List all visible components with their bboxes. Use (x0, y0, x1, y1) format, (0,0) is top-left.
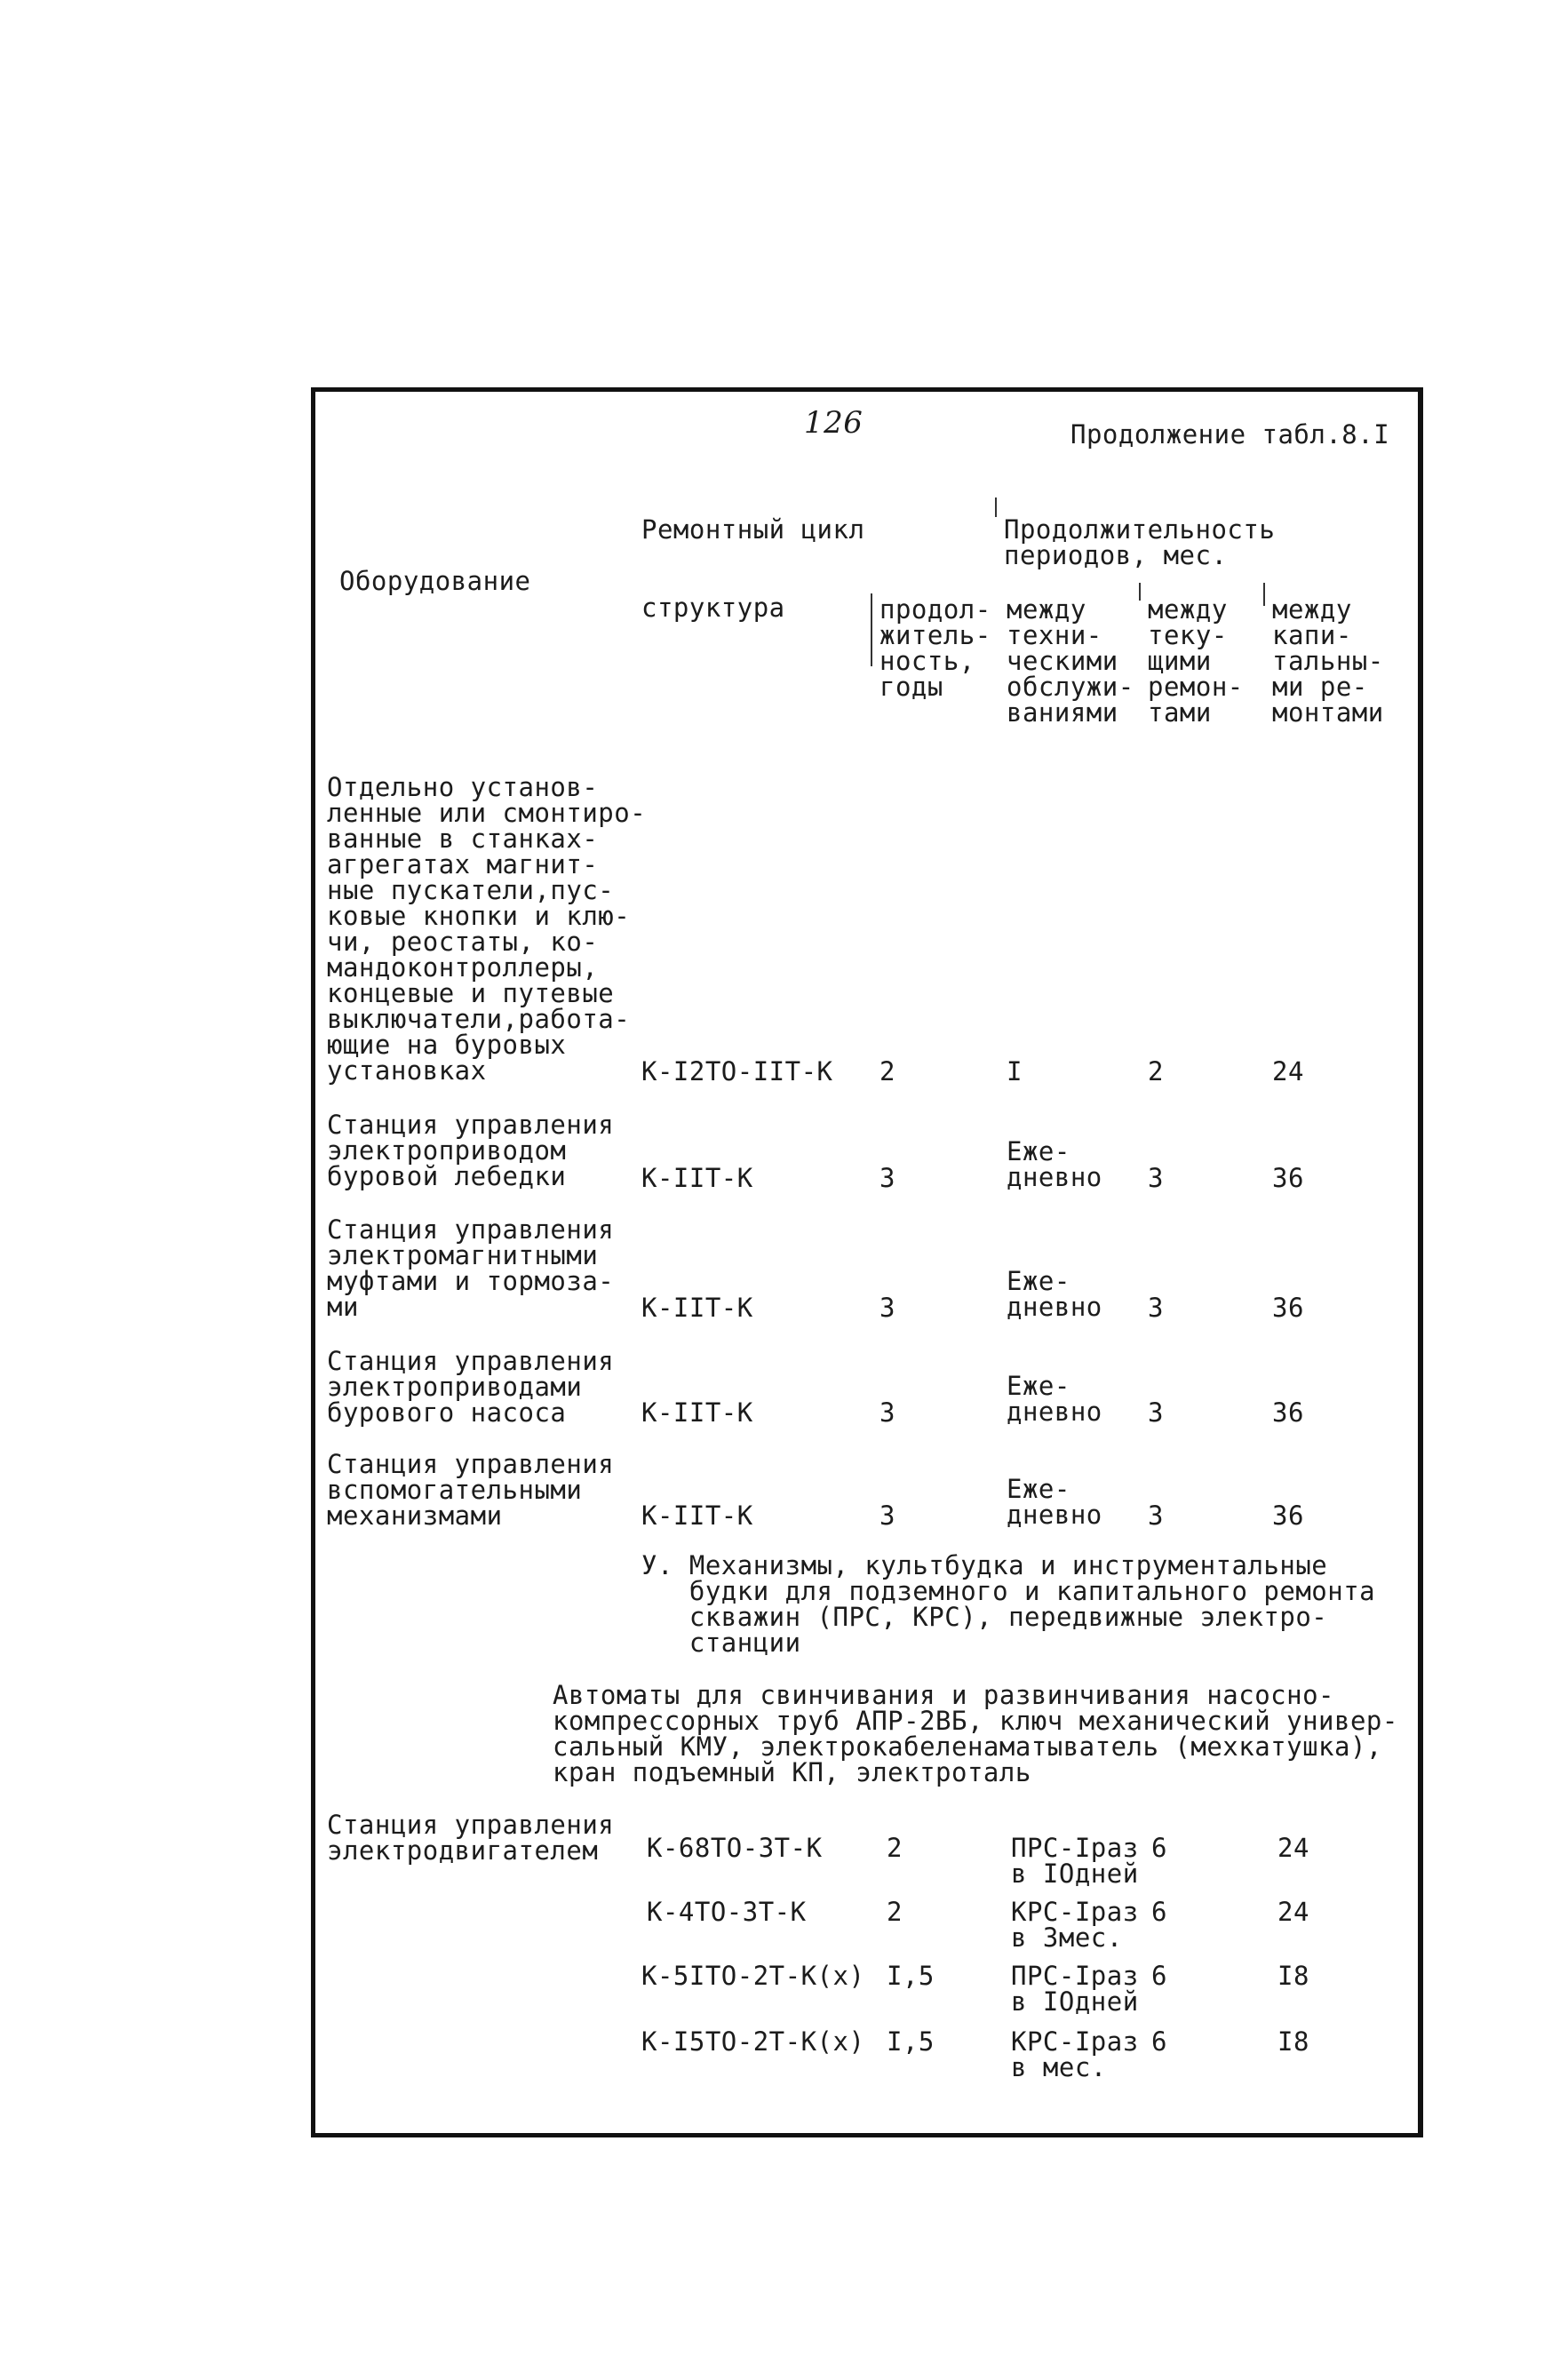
row-capital: I8 (1277, 1961, 1309, 1991)
header-divider (871, 593, 872, 666)
row-structure: К-I2ТО-IIТ-К (641, 1056, 833, 1087)
row-structure: К-IIТ-К (641, 1500, 753, 1531)
row-years: I,5 (887, 2026, 935, 2057)
row-structure: К-IIТ-К (641, 1163, 753, 1193)
header-between-capital: между капи- тальны- ми ре- монтами (1272, 594, 1384, 728)
row-maintenance: Еже- дневно (1007, 1474, 1102, 1530)
row-current: 6 (1151, 2026, 1167, 2057)
row-capital: I8 (1277, 2026, 1309, 2057)
row-years: 3 (879, 1163, 895, 1193)
row-years: I,5 (887, 1961, 935, 1991)
row-current: 6 (1151, 1961, 1167, 1991)
section-title: У. Механизмы, культбудка и инструментальные будки для подземного и капитального ремонта скважин (ПРС, КРС), передвижные электро- станции (641, 1550, 1376, 1658)
page-number: 126 (804, 405, 864, 441)
header-duration: продол- житель- ность, годы (879, 594, 991, 702)
row-structure: К-4ТО-3Т-К (647, 1897, 807, 1927)
row-maintenance: ПРС-Iраз в IОдней (1011, 1961, 1139, 2017)
row-years: 2 (879, 1056, 895, 1087)
row-current: 6 (1151, 1897, 1167, 1927)
row-current: 3 (1148, 1397, 1164, 1428)
row-equipment: Станция управления вспомогательными механизмами (327, 1449, 615, 1531)
row-current: 3 (1148, 1163, 1164, 1193)
continuation-label: Продолжение табл.8.I (1070, 419, 1390, 450)
header-between-maintenance: между техни- ческими обслужи- ваниями (1007, 594, 1134, 728)
row-maintenance: Еже- дневно (1007, 1266, 1102, 1322)
row-years: 2 (887, 1833, 903, 1863)
row-structure: К-IIТ-К (641, 1293, 753, 1323)
section-subtitle: Автоматы для свинчивания и развинчивания насосно- компрессорных труб АПР-2ВБ, ключ механический универ- сальный КМУ, электрокабеленаматыватель (мехкатушка), кран подъемный КП, электроталь (553, 1680, 1398, 1787)
row-current: 3 (1148, 1500, 1164, 1531)
header-periods: Продолжительность периодов, мес. (1004, 514, 1276, 570)
row-capital: 24 (1272, 1056, 1304, 1087)
header-divider (1263, 583, 1265, 606)
row-capital: 36 (1272, 1397, 1304, 1428)
row-maintenance: I (1007, 1056, 1023, 1087)
row-structure: К-I5ТО-2Т-К(х) (641, 2026, 865, 2057)
row-equipment: Станция управления электроприводами бурового насоса (327, 1346, 615, 1428)
row-years: 3 (879, 1293, 895, 1323)
header-between-current: между теку- щими ремон- тами (1148, 594, 1244, 728)
row-capital: 36 (1272, 1293, 1304, 1323)
row-years: 3 (879, 1397, 895, 1428)
row-years: 3 (879, 1500, 895, 1531)
row-structure: К-5IТО-2Т-К(х) (641, 1961, 865, 1991)
row-capital: 36 (1272, 1500, 1304, 1531)
row-maintenance: Еже- дневно (1007, 1371, 1102, 1427)
row-equipment: Станция управления электродвигателем (327, 1810, 615, 1866)
row-years: 2 (887, 1897, 903, 1927)
row-capital: 24 (1277, 1897, 1309, 1927)
row-current: 2 (1148, 1056, 1164, 1087)
row-equipment: Отдельно установ- ленные или смонтиро- ванные в станках- агрегатах магнит- ные пускатели,пус- ковые кнопки и клю- чи, реостаты, ко- мандоконтроллеры, концевые и путевые выключатели,работа- ющие на буровых установках (327, 772, 647, 1086)
row-maintenance: КРС-Iраз в 3мес. (1011, 1897, 1139, 1953)
header-divider (995, 497, 997, 517)
row-structure: К-IIТ-К (641, 1397, 753, 1428)
row-current: 3 (1148, 1293, 1164, 1323)
row-capital: 36 (1272, 1163, 1304, 1193)
row-maintenance: КРС-Iраз в мес. (1011, 2026, 1139, 2082)
header-structure: структура (641, 593, 785, 623)
row-maintenance: Еже- дневно (1007, 1136, 1102, 1192)
header-equipment: Оборудование (339, 566, 531, 596)
row-equipment: Станция управления электромагнитными муфтами и тормоза- ми (327, 1214, 615, 1322)
row-maintenance: ПРС-Iраз в IОдней (1011, 1833, 1139, 1889)
header-repair-cycle: Ремонтный цикл (641, 514, 865, 545)
header-divider (1139, 583, 1141, 601)
row-current: 6 (1151, 1833, 1167, 1863)
row-structure: К-68ТО-3Т-К (647, 1833, 823, 1863)
row-capital: 24 (1277, 1833, 1309, 1863)
row-equipment: Станция управления электроприводом буровой лебедки (327, 1110, 615, 1191)
